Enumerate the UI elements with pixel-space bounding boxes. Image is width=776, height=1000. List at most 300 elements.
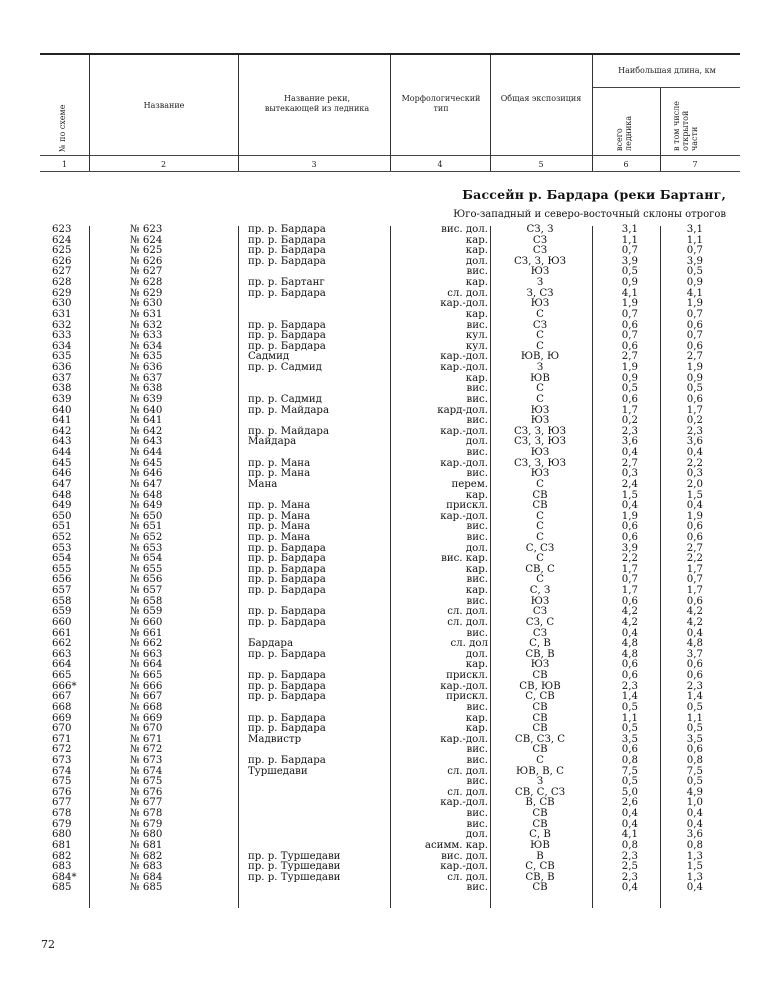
morph-type: кар.-дол. (440, 351, 488, 363)
row-number: 633 (52, 330, 72, 342)
table-row (0, 745, 776, 756)
row-number: 674 (52, 765, 72, 777)
row-number: 676 (52, 786, 72, 798)
table-row (0, 597, 776, 608)
glacier-name: № 624 (130, 234, 163, 246)
column-number-7: 7 (692, 160, 698, 169)
exposure: СЗ, З, ЮЗ (514, 436, 566, 448)
glacier-name: № 666 (130, 680, 163, 692)
section-title: Бассейн р. Бардара (реки Бартанг, (462, 187, 726, 202)
table-row (0, 236, 776, 247)
row-number: 666* (52, 680, 77, 692)
length-open: 0,6 (686, 531, 703, 543)
header-vline-2 (238, 55, 239, 171)
glacier-name: № 638 (130, 383, 163, 395)
length-total: 0,6 (621, 670, 638, 682)
table-row (0, 459, 776, 470)
morph-type: сл. дол. (447, 606, 488, 618)
length-open: 0,2 (686, 415, 703, 427)
river-name: Мана (248, 478, 278, 490)
table-row (0, 618, 776, 629)
river-name: пр. р. Бардара (248, 234, 326, 246)
table-row (0, 883, 776, 894)
length-total: 4,1 (621, 287, 638, 299)
length-total: 0,7 (621, 308, 638, 320)
morph-type: дол. (465, 648, 488, 660)
table-row (0, 491, 776, 502)
glacier-name: № 678 (130, 808, 163, 820)
length-open: 1,7 (686, 404, 703, 416)
morph-type: вис. (466, 415, 488, 427)
exposure: З (536, 362, 544, 374)
length-total: 0,4 (621, 627, 638, 639)
morph-type: кар. (465, 372, 488, 384)
table-row (0, 862, 776, 873)
length-total: 3,9 (621, 255, 638, 267)
length-total: 1,9 (621, 298, 638, 310)
river-name: пр. р. Бартанг (248, 277, 325, 289)
river-name: пр. р. Бардара (248, 553, 326, 565)
glacier-name: № 644 (130, 447, 163, 459)
table-row (0, 788, 776, 799)
river-name: пр. р. Бардара (248, 287, 326, 299)
length-total: 2,3 (621, 871, 638, 883)
exposure: СВ (532, 712, 548, 724)
group-header-rule (592, 87, 740, 88)
column-number-3: 3 (311, 160, 317, 169)
length-open: 2,7 (686, 542, 703, 554)
length-open: 0,6 (686, 595, 703, 607)
length-open: 0,8 (686, 839, 703, 851)
length-total: 1,7 (621, 404, 638, 416)
exposure: СЗ, З (526, 224, 554, 235)
morph-type: кар.-дол. (440, 733, 488, 745)
row-number: 670 (52, 723, 72, 735)
glacier-name: № 679 (130, 818, 163, 830)
row-number: 651 (52, 521, 72, 533)
length-total: 2,2 (621, 553, 638, 565)
length-open: 0,6 (686, 670, 703, 682)
length-open: 1,9 (686, 298, 703, 310)
length-open: 1,5 (686, 489, 703, 501)
glacier-name: № 659 (130, 606, 163, 618)
length-open: 0,7 (686, 245, 703, 257)
length-open: 0,6 (686, 744, 703, 756)
row-number: 632 (52, 319, 72, 331)
table-row (0, 395, 776, 406)
length-total: 1,1 (621, 712, 638, 724)
row-number: 675 (52, 776, 72, 788)
exposure: СЗ (532, 245, 548, 257)
table-row (0, 384, 776, 395)
length-open: 2,0 (686, 478, 703, 490)
table-row (0, 767, 776, 778)
table-row (0, 278, 776, 289)
length-total: 3,5 (621, 733, 638, 745)
morph-type: кар. (465, 563, 488, 575)
exposure: С (536, 383, 544, 395)
table-row (0, 703, 776, 714)
table-row (0, 267, 776, 278)
glacier-name: № 674 (130, 765, 163, 777)
morph-type: кар.-дол. (440, 425, 488, 437)
exposure: СВ (532, 489, 548, 501)
river-name: пр. р. Бардара (248, 245, 326, 257)
glacier-name: № 667 (130, 691, 163, 703)
length-open: 4,2 (686, 616, 703, 628)
length-open: 0,5 (686, 266, 703, 278)
length-open: 1,4 (686, 691, 703, 703)
row-number: 637 (52, 372, 72, 384)
exposure: СВ, В (525, 871, 555, 883)
morph-type: кар. (465, 234, 488, 246)
river-name: Мадвистр (248, 733, 302, 745)
length-total: 2,7 (621, 457, 638, 469)
glacier-name: № 672 (130, 744, 163, 756)
table-row (0, 257, 776, 268)
glacier-name: № 635 (130, 351, 163, 363)
length-total: 2,7 (621, 351, 638, 363)
table-row (0, 448, 776, 459)
exposure: ЮЗ (530, 298, 550, 310)
exposure: СВ (532, 818, 548, 830)
header-col5: Общая экспозиция (500, 94, 582, 103)
length-open: 0,4 (686, 500, 703, 512)
morph-type: вис. (466, 383, 488, 395)
river-name: пр. р. Мана (248, 521, 311, 533)
row-number: 640 (52, 404, 72, 416)
table-row (0, 480, 776, 491)
length-total: 4,1 (621, 829, 638, 841)
row-number: 678 (52, 808, 72, 820)
length-total: 0,6 (621, 531, 638, 543)
morph-type: кар. (465, 245, 488, 257)
morph-type: кар.-дол. (440, 457, 488, 469)
length-total: 0,7 (621, 245, 638, 257)
river-name: пр. р. Бардара (248, 574, 326, 586)
page-number: 72 (41, 938, 55, 951)
glacier-name: № 654 (130, 553, 163, 565)
glacier-name: № 680 (130, 829, 163, 841)
glacier-name: № 655 (130, 563, 163, 575)
length-open: 0,5 (686, 776, 703, 788)
length-open: 0,6 (686, 659, 703, 671)
row-number: 661 (52, 627, 72, 639)
length-total: 1,5 (621, 489, 638, 501)
table-row (0, 544, 776, 555)
header-col7: в том числе открытой части (672, 101, 699, 151)
length-total: 1,1 (621, 234, 638, 246)
exposure: В, СВ (525, 797, 555, 809)
row-number: 648 (52, 489, 72, 501)
morph-type: вис. (466, 531, 488, 543)
table-row (0, 501, 776, 512)
row-number: 641 (52, 415, 72, 427)
length-total: 2,5 (621, 861, 638, 873)
header-vline-1 (89, 55, 90, 171)
glacier-name: № 647 (130, 478, 163, 490)
glacier-name: № 632 (130, 319, 163, 331)
length-total: 4,2 (621, 606, 638, 618)
row-number: 660 (52, 616, 72, 628)
exposure: СВ (532, 701, 548, 713)
table-row (0, 437, 776, 448)
row-number: 662 (52, 638, 72, 650)
table-row (0, 331, 776, 342)
header-vline-5 (592, 55, 593, 171)
length-total: 0,4 (621, 500, 638, 512)
table-row (0, 873, 776, 884)
row-number: 628 (52, 277, 72, 289)
glacier-name: № 664 (130, 659, 163, 671)
length-open: 4,9 (686, 786, 703, 798)
morph-type: сл. дол. (447, 871, 488, 883)
river-name: пр. р. Мана (248, 510, 311, 522)
row-number: 683 (52, 861, 72, 873)
glacier-name: № 663 (130, 648, 163, 660)
row-number: 679 (52, 818, 72, 830)
length-total: 0,4 (621, 447, 638, 459)
row-number: 647 (52, 478, 72, 490)
exposure: СВ, ЮВ (519, 680, 561, 692)
morph-type: вис. (466, 447, 488, 459)
exposure: С (536, 510, 544, 522)
exposure: З, СЗ (526, 287, 554, 299)
glacier-name: № 656 (130, 574, 163, 586)
morph-type: сл. дол. (447, 616, 488, 628)
length-open: 0,4 (686, 447, 703, 459)
river-name: пр. р. Бардара (248, 319, 326, 331)
row-number: 629 (52, 287, 72, 299)
exposure: З (536, 776, 544, 788)
morph-type: вис. (466, 319, 488, 331)
column-number-4: 4 (437, 160, 443, 169)
row-number: 642 (52, 425, 72, 437)
table-row (0, 607, 776, 618)
length-total: 2,4 (621, 478, 638, 490)
river-name: пр. р. Бардара (248, 224, 326, 235)
length-open: 0,6 (686, 340, 703, 352)
row-number: 655 (52, 563, 72, 575)
row-number: 658 (52, 595, 72, 607)
length-total: 0,5 (621, 776, 638, 788)
table-row (0, 682, 776, 693)
exposure: С (536, 308, 544, 320)
row-number: 654 (52, 553, 72, 565)
river-name: пр. р. Туршедави (248, 861, 341, 873)
table-row (0, 660, 776, 671)
exposure: С (536, 553, 544, 565)
exposure: СЗ, З, ЮЗ (514, 457, 566, 469)
row-number: 631 (52, 308, 72, 320)
length-open: 2,7 (686, 351, 703, 363)
section-subtitle: Юго-западный и северо-восточный склоны отрогов (453, 209, 726, 220)
row-number: 681 (52, 839, 72, 851)
row-number: 646 (52, 468, 72, 480)
river-name: пр. р. Бардара (248, 563, 326, 575)
glacier-name: № 665 (130, 670, 163, 682)
exposure: ЮВ, В, С (516, 765, 564, 777)
table-row (0, 310, 776, 321)
row-number: 623 (52, 224, 72, 235)
glacier-name: № 676 (130, 786, 163, 798)
river-name: Туршедави (248, 765, 308, 777)
glacier-name: № 668 (130, 701, 163, 713)
length-open: 0,7 (686, 574, 703, 586)
length-total: 0,9 (621, 372, 638, 384)
length-total: 1,7 (621, 563, 638, 575)
morph-type: вис. (466, 521, 488, 533)
river-name: пр. р. Бардара (248, 670, 326, 682)
length-open: 0,5 (686, 383, 703, 395)
glacier-name: № 658 (130, 595, 163, 607)
length-open: 1,3 (686, 850, 703, 862)
glacier-name: № 650 (130, 510, 163, 522)
exposure: ЮЗ (530, 447, 550, 459)
table-row (0, 639, 776, 650)
length-total: 0,8 (621, 839, 638, 851)
header-col3: Название реки, вытекающей из ледника (264, 94, 370, 113)
length-total: 1,7 (621, 585, 638, 597)
length-open: 7,5 (686, 765, 703, 777)
glacier-name: № 673 (130, 755, 163, 766)
river-name: пр. р. Бардара (248, 755, 326, 766)
length-total: 0,4 (621, 818, 638, 830)
morph-type: кар.-дол. (440, 797, 488, 809)
river-name: пр. р. Бардара (248, 712, 326, 724)
length-open: 2,3 (686, 680, 703, 692)
length-open: 3,1 (686, 224, 703, 235)
exposure: СЗ (532, 234, 548, 246)
exposure: ЮВ (530, 839, 550, 851)
morph-type: вис. (466, 393, 488, 405)
exposure: СЗ, З, ЮЗ (514, 255, 566, 267)
exposure: СВ, В (525, 648, 555, 660)
exposure: ЮЗ (530, 595, 550, 607)
row-number: 638 (52, 383, 72, 395)
morph-type: кар. (465, 723, 488, 735)
exposure: СВ, С (525, 563, 555, 575)
row-number: 684* (52, 871, 77, 883)
table-row (0, 650, 776, 661)
row-number: 685 (52, 882, 72, 894)
exposure: С (536, 755, 544, 766)
exposure: СВ (532, 500, 548, 512)
river-name: Садмид (248, 351, 290, 363)
length-open: 0,7 (686, 330, 703, 342)
table-row (0, 321, 776, 332)
exposure: СВ (532, 744, 548, 756)
table-row (0, 363, 776, 374)
row-number: 677 (52, 797, 72, 809)
morph-type: дол. (465, 255, 488, 267)
length-total: 3,9 (621, 542, 638, 554)
row-number: 665 (52, 670, 72, 682)
header-vline-3 (390, 55, 391, 171)
river-name: пр. р. Майдара (248, 404, 330, 416)
morph-type: вис. (466, 627, 488, 639)
table-row (0, 671, 776, 682)
header-col6: всего ледника (615, 115, 633, 151)
row-number: 664 (52, 659, 72, 671)
morph-type: кар.-дол. (440, 861, 488, 873)
length-total: 0,6 (621, 521, 638, 533)
table-row (0, 586, 776, 597)
exposure: З (536, 277, 544, 289)
length-total: 3,6 (621, 436, 638, 448)
table-row (0, 374, 776, 385)
river-name: пр. р. Бардара (248, 648, 326, 660)
morph-type: сл. дол. (447, 786, 488, 798)
table-row (0, 629, 776, 640)
river-name: пр. р. Бардара (248, 616, 326, 628)
river-name: пр. р. Майдара (248, 425, 330, 437)
table-row (0, 469, 776, 480)
morph-type: перем. (451, 478, 488, 490)
table-row (0, 692, 776, 703)
morph-type: кар.-дол. (440, 680, 488, 692)
exposure: СВ (532, 670, 548, 682)
length-total: 4,2 (621, 616, 638, 628)
column-number-1: 1 (61, 160, 68, 169)
length-total: 0,7 (621, 330, 638, 342)
morph-type: вис. (466, 818, 488, 830)
glacier-name: № 642 (130, 425, 163, 437)
row-number: 673 (52, 755, 72, 766)
length-open: 3,6 (686, 436, 703, 448)
length-total: 7,5 (621, 765, 638, 777)
glacier-name: № 652 (130, 531, 163, 543)
row-number: 636 (52, 362, 72, 374)
river-name: пр. р. Бардара (248, 723, 326, 735)
table-row (0, 225, 776, 236)
exposure: СВ, С, СЗ (514, 786, 566, 798)
morph-type: прискл. (446, 691, 488, 703)
length-open: 3,9 (686, 255, 703, 267)
length-open: 0,6 (686, 521, 703, 533)
exposure: СЗ (532, 606, 548, 618)
length-open: 0,3 (686, 468, 703, 480)
table-row (0, 565, 776, 576)
length-open: 3,5 (686, 733, 703, 745)
morph-type: вис. (466, 755, 488, 766)
morph-type: кар.-дол. (440, 298, 488, 310)
length-open: 0,4 (686, 808, 703, 820)
header-col4: Морфологический тип (401, 94, 481, 113)
glacier-name: № 657 (130, 585, 163, 597)
length-total: 2,6 (621, 797, 638, 809)
river-name: пр. р. Садмид (248, 362, 322, 374)
glacier-name: № 634 (130, 340, 163, 352)
length-total: 0,6 (621, 659, 638, 671)
table-row (0, 798, 776, 809)
glacier-name: № 631 (130, 308, 163, 320)
exposure: ЮВ, Ю (520, 351, 560, 363)
table-row (0, 352, 776, 363)
length-total: 0,3 (621, 468, 638, 480)
morph-type: кар. (465, 659, 488, 671)
length-open: 4,1 (686, 287, 703, 299)
glacier-name: № 662 (130, 638, 163, 650)
table-row (0, 852, 776, 863)
exposure: ЮЗ (530, 415, 550, 427)
row-number: 672 (52, 744, 72, 756)
glacier-name: № 681 (130, 839, 163, 851)
table-row (0, 724, 776, 735)
table-row (0, 777, 776, 788)
column-numbers-rule (40, 171, 740, 172)
length-open: 0,5 (686, 723, 703, 735)
